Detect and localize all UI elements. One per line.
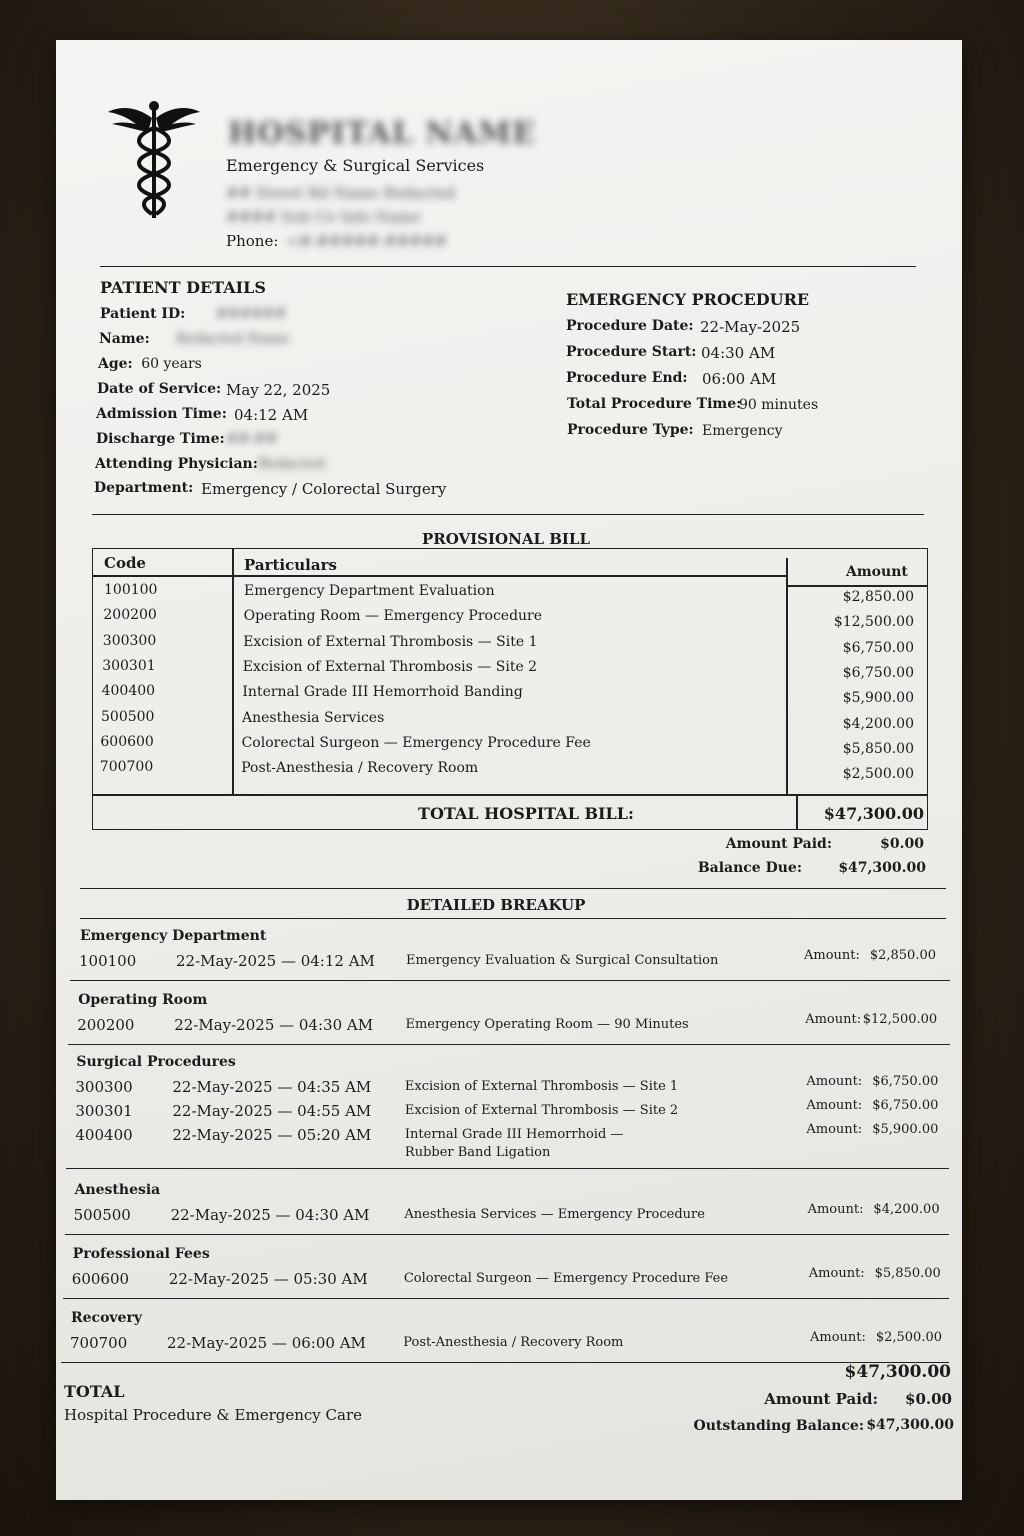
patient-id-value: ###### [216,306,287,322]
procedure-start-label: Procedure Start: [566,344,697,360]
breakup-item-code: 600600 [71,1270,130,1288]
bill-row-particulars: Excision of External Thrombosis — Site 1 [243,633,538,650]
bill-row-code: 300301 [102,657,156,674]
total-procedure-time-label: Total Procedure Time: [567,396,742,412]
breakup-item-code: 700700 [70,1334,128,1352]
procedure-type-value: Emergency [702,423,783,439]
bill-row-amount: $5,900.00 [842,690,914,707]
breakup-item-amount-label: Amount: [810,1330,866,1345]
breakup-section-divider [66,1168,949,1169]
breakup-item-code: 300300 [75,1078,133,1096]
procedure-date-label: Procedure Date: [566,318,694,334]
breakup-item-code: 500500 [73,1206,131,1224]
bill-row-particulars: Colorectal Surgeon — Emergency Procedure Fee [241,734,591,751]
breakup-item-amount: $4,200.00 [873,1202,940,1217]
breakup-item-datetime: 22-May-2025 — 06:00 AM [167,1334,366,1352]
hospital-subtitle: Emergency & Surgical Services [226,156,485,175]
breakup-item-amount-label: Amount: [804,948,860,963]
total-hospital-bill-label: TOTAL HOSPITAL BILL: [418,804,634,823]
breakup-item-description-line2: Rubber Band Ligation [404,1145,551,1160]
bill-row-amount: $12,500.00 [833,614,914,631]
breakup-item-amount-label: Amount: [805,1012,862,1027]
breakup-item-description: Colorectal Surgeon — Emergency Procedure Fee [403,1271,729,1286]
procedure-date-value: 22-May-2025 [700,318,801,336]
details-divider [92,514,924,515]
breakup-section-heading: Recovery [71,1310,142,1326]
breakup-item-amount: $5,850.00 [874,1266,941,1281]
bill-row-code: 200200 [103,607,157,624]
procedure-type-label: Procedure Type: [567,422,694,438]
breakup-item-description: Emergency Operating Room — 90 Minutes [405,1017,689,1032]
bill-row-code: 100100 [104,582,158,598]
breakup-item-datetime: 22-May-2025 — 05:30 AM [168,1270,368,1288]
bill-row-particulars: Anesthesia Services [242,709,385,726]
breakup-item-amount: $12,500.00 [862,1012,938,1027]
breakup-item-amount-label: Amount: [806,1074,863,1089]
breakup-item-amount: $6,750.00 [872,1098,939,1113]
bill-row-amount: $5,850.00 [842,740,914,757]
outstanding-balance-value: $47,300.00 [866,1417,954,1433]
total-heading: TOTAL [64,1382,125,1401]
bill-row-particulars: Excision of External Thrombosis — Site 2 [242,658,538,675]
phone-label: Phone: [226,232,279,250]
phone-value: +#-#####-##### [286,232,447,250]
breakup-item-code: 300301 [75,1102,133,1120]
breakup-item-amount-label: Amount: [806,1098,863,1113]
bill-row-particulars: Post-Anesthesia / Recovery Room [241,760,479,777]
address-line-2: #### Sub Ce Info Name [226,208,421,226]
detailed-breakup-title: DETAILED BREAKUP [406,896,586,914]
breakup-section-divider [63,1298,949,1299]
bill-document [56,40,962,1500]
provisional-bill-title: PROVISIONAL BILL [421,530,591,548]
bill-row-amount: $6,750.00 [842,664,914,681]
date-of-service-value: May 22, 2025 [226,381,331,399]
address-line-1: ## Street Rd Name Redacted [226,184,456,202]
bill-row-code: 300300 [102,632,157,649]
patient-name-value: Redacted Name [176,331,290,347]
age-label: Age: [98,356,133,372]
hospital-name: HOSPITAL NAME [228,116,537,151]
procedure-end-label: Procedure End: [566,370,688,386]
breakup-section-heading: Anesthesia [74,1182,161,1198]
breakup-item-description: Excision of External Thrombosis — Site 2 [404,1103,679,1118]
header-divider [100,266,916,267]
bill-row-particulars: Internal Grade III Hemorrhoid Banding [242,684,523,701]
admission-time-label: Admission Time: [96,406,227,422]
breakup-section-heading: Surgical Procedures [76,1054,236,1070]
footer-amount-paid-value: $0.00 [905,1390,952,1408]
col-code: Code [104,554,146,572]
patient-details-title: PATIENT DETAILS [100,278,266,297]
breakup-item-datetime: 22-May-2025 — 05:20 AM [172,1126,372,1144]
breakup-item-datetime: 22-May-2025 — 04:30 AM [170,1206,370,1224]
breakup-item-description: Excision of External Thrombosis — Site 1 [404,1079,679,1094]
bill-row-amount: $6,750.00 [842,639,914,656]
breakup-item-amount: $2,850.00 [869,948,936,963]
admission-time-value: 04:12 AM [234,406,309,424]
attending-physician-value: Redacted [258,456,325,472]
breakup-item-datetime: 22-May-2025 — 04:35 AM [172,1078,372,1096]
breakup-item-amount: $6,750.00 [872,1074,939,1089]
col-amount: Amount [846,564,908,580]
patient-id-label: Patient ID: [100,306,186,322]
breakup-item-description: Post-Anesthesia / Recovery Room [403,1335,624,1350]
breakup-item-amount-label: Amount: [807,1202,864,1217]
bill-row-code: 400400 [101,683,156,700]
discharge-time-label: Discharge Time: [96,431,225,447]
breakup-item-amount-label: Amount: [808,1266,865,1281]
breakup-item-description: Internal Grade III Hemorrhoid — [404,1127,624,1142]
breakup-section-divider [68,1044,950,1045]
procedure-title: EMERGENCY PROCEDURE [566,290,810,309]
date-of-service-label: Date of Service: [97,381,222,397]
procedure-end-value: 06:00 AM [702,370,777,388]
breakup-section-heading: Emergency Department [80,928,267,944]
outstanding-balance-label: Outstanding Balance: [693,1418,864,1434]
amount-paid-value: $0.00 [880,836,924,852]
breakup-item-datetime: 22-May-2025 — 04:12 AM [176,952,375,970]
bill-row-code: 700700 [99,759,154,776]
balance-due-value: $47,300.00 [838,860,926,876]
total-hospital-bill-value: $47,300.00 [823,804,924,823]
bill-row-amount: $2,500.00 [842,766,914,783]
total-procedure-time-value: 90 minutes [739,397,819,413]
caduceus-icon [106,98,202,222]
department-value: Emergency / Colorectal Surgery [201,480,447,498]
breakup-item-description: Emergency Evaluation & Surgical Consultation [406,953,719,968]
bill-row-amount: $2,850.00 [842,589,914,605]
discharge-time-value: ##:## [226,431,278,447]
bill-row-code: 500500 [101,708,155,725]
footer-amount-paid-label: Amount Paid: [764,1390,878,1408]
breakup-item-description: Anesthesia Services — Emergency Procedure [404,1207,705,1222]
bill-row-particulars: Emergency Department Evaluation [244,583,495,599]
breakup-item-code: 400400 [75,1126,133,1144]
amount-paid-label: Amount Paid: [725,836,832,852]
grand-total-value: $47,300.00 [844,1362,951,1382]
breakup-section-heading: Professional Fees [72,1246,210,1262]
patient-name-label: Name: [99,331,150,347]
breakup-item-datetime: 22-May-2025 — 04:55 AM [172,1102,372,1120]
department-label: Department: [94,480,194,496]
breakup-item-amount-label: Amount: [806,1122,863,1137]
breakup-section-heading: Operating Room [78,992,208,1008]
total-subtitle: Hospital Procedure & Emergency Care [64,1406,362,1424]
bill-row-particulars: Operating Room — Emergency Procedure [243,608,543,625]
breakup-section-divider [70,980,950,981]
breakup-item-code: 200200 [77,1016,135,1034]
breakup-section-divider [65,1234,950,1235]
bill-row-amount: $4,200.00 [842,715,914,732]
bill-divider [80,888,946,889]
breakup-item-amount: $5,900.00 [872,1122,939,1137]
breakup-item-amount: $2,500.00 [875,1330,942,1345]
attending-physician-label: Attending Physician: [95,456,258,472]
breakup-item-datetime: 22-May-2025 — 04:30 AM [174,1016,374,1034]
age-value: 60 years [141,356,202,372]
col-particulars: Particulars [244,556,337,574]
balance-due-label: Balance Due: [697,860,802,876]
breakup-item-code: 100100 [79,952,137,970]
bill-row-code: 600600 [100,733,154,750]
procedure-start-value: 04:30 AM [701,344,776,362]
